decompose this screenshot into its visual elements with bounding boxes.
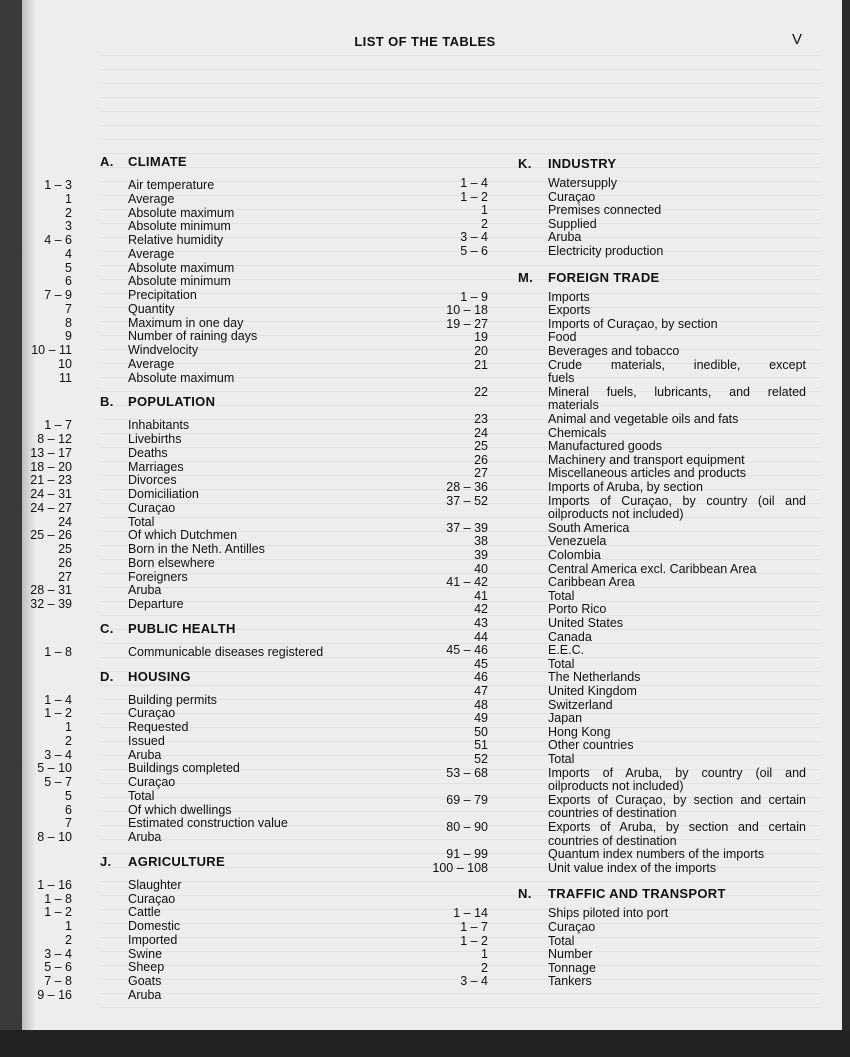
table-description: Curaçao: [128, 706, 176, 721]
table-description: Tonnage: [548, 960, 596, 975]
table-number: 45: [474, 656, 488, 671]
table-number: 47: [474, 684, 488, 698]
table-description: Sheep: [128, 960, 165, 975]
table-description: Issued: [128, 733, 165, 748]
section-name: PUBLIC HEALTH: [128, 620, 236, 636]
table-number: 1: [65, 919, 72, 933]
table-description: Maximum in one day: [128, 315, 244, 330]
table-number: 91 – 99: [446, 847, 488, 862]
table-description: Premises connected: [548, 203, 662, 218]
section-name: TRAFFIC AND TRANSPORT: [548, 886, 726, 902]
table-description: Unit value index of the imports: [548, 860, 717, 875]
table-description: Cattle: [128, 905, 161, 920]
table-number: 10 – 18: [446, 303, 488, 318]
table-description: Of which dwellings: [128, 802, 232, 817]
table-number: 51: [474, 738, 488, 753]
table-description: Aruba: [128, 987, 162, 1002]
table-description: Imports of Aruba, by section: [548, 480, 703, 494]
table-description: Central America excl. Caribbean Area: [548, 561, 757, 576]
table-description: Japan: [548, 711, 583, 726]
table-number: 24 – 27: [30, 500, 72, 515]
table-description: Aruba: [128, 747, 162, 762]
table-description: Building permits: [128, 692, 217, 707]
scan-bottom-margin: [0, 1030, 850, 1057]
table-number: 39: [474, 548, 488, 562]
table-description: Absolute maximum: [128, 205, 235, 220]
table-description: Number of raining days: [128, 329, 258, 344]
table-number: 41 – 42: [446, 575, 488, 590]
table-description: countries of destination: [548, 806, 677, 821]
table-number: 41: [474, 588, 488, 603]
table-number: 1 – 7: [460, 920, 488, 934]
table-description: Other countries: [548, 738, 634, 753]
table-number: 100 – 108: [432, 860, 488, 875]
section-letter: A.: [100, 154, 114, 169]
table-description: Estimated construction value: [128, 816, 288, 831]
table-number: 24: [58, 514, 72, 529]
table-number: 21: [474, 357, 488, 372]
table-number: 1 – 2: [44, 706, 72, 721]
table-number: 1: [65, 191, 72, 206]
table-number: 53 – 68: [446, 765, 488, 780]
table-description: Absolute maximum: [128, 370, 235, 385]
table-description: Watersupply: [548, 176, 618, 190]
table-description: Average: [128, 191, 175, 206]
table-number: 1 – 8: [44, 644, 72, 659]
table-number: 2: [65, 932, 72, 947]
table-number: 1 – 4: [460, 176, 488, 190]
table-description: Deaths: [128, 445, 168, 460]
table-number: 69 – 79: [446, 792, 488, 807]
table-number: 2: [65, 733, 72, 748]
table-number: 5 – 7: [44, 775, 72, 789]
table-number: 3 – 4: [460, 974, 488, 989]
table-number: 49: [474, 711, 488, 726]
table-description: Goats: [128, 974, 162, 988]
table-number: 45 – 46: [446, 643, 488, 658]
table-description: fuels: [548, 371, 575, 386]
table-description: South America: [548, 520, 630, 535]
table-description: Domiciliation: [128, 487, 199, 501]
table-number: 1 – 9: [460, 289, 488, 304]
table-number: 5 – 6: [44, 960, 72, 975]
table-description: Quantum index numbers of the imports: [548, 847, 765, 862]
table-description: Livebirths: [128, 432, 182, 446]
table-number: 19: [474, 330, 488, 345]
table-number: 19 – 27: [446, 316, 488, 331]
table-description: Total: [548, 752, 575, 766]
table-number: 8: [65, 315, 72, 330]
table-number: 32 – 39: [30, 597, 72, 611]
table-description: Hong Kong: [548, 724, 611, 739]
table-description: Exports of Aruba, by section and certain: [548, 820, 806, 834]
table-description: Imported: [128, 932, 178, 947]
table-description: Total: [548, 933, 575, 948]
table-description: Manufactured goods: [548, 439, 662, 454]
table-description: United States: [548, 616, 624, 630]
table-number: 37 – 52: [446, 493, 488, 508]
table-number: 1 – 8: [44, 891, 72, 906]
table-number: 25: [58, 542, 72, 556]
table-description: Aruba: [128, 583, 162, 598]
table-description: Colombia: [548, 548, 601, 562]
table-number: 3 – 4: [44, 747, 72, 762]
table-number: 8 – 12: [37, 432, 72, 446]
table-description: Quantity: [128, 301, 175, 316]
table-number: 40: [474, 561, 488, 576]
table-number: 5 – 6: [460, 244, 488, 258]
table-number: 28 – 36: [446, 480, 488, 494]
table-number: 52: [474, 752, 488, 766]
table-description: Swine: [128, 946, 163, 961]
table-number: 5 – 10: [37, 761, 72, 776]
table-number: 24 – 31: [30, 487, 72, 501]
section-name: FOREIGN TRADE: [548, 269, 660, 285]
table-description: United Kingdom: [548, 684, 637, 698]
table-description: Food: [548, 330, 577, 345]
table-description: countries of destination: [548, 833, 677, 848]
table-number: 28 – 31: [30, 583, 72, 598]
table-description: Total: [548, 656, 575, 671]
table-number: 44: [474, 629, 488, 644]
table-number: 25 – 26: [30, 528, 72, 543]
table-description: Tankers: [548, 974, 592, 989]
table-number: 8 – 10: [37, 830, 72, 844]
table-description: Born elsewhere: [128, 555, 215, 570]
table-description: Of which Dutchmen: [128, 528, 238, 543]
table-description: Venezuela: [548, 534, 607, 549]
table-description: Precipitation: [128, 288, 197, 302]
table-description: Communicable diseases registered: [128, 644, 324, 659]
table-number: 3: [65, 219, 72, 234]
table-number: 7 – 8: [44, 974, 72, 988]
table-description: Imports of Curaçao, by country (oil and: [548, 493, 806, 508]
table-number: 2: [65, 205, 72, 220]
table-description: Marriages: [128, 459, 184, 474]
table-description: Curaçao: [548, 189, 596, 204]
table-description: Aruba: [548, 230, 582, 245]
table-description: Average: [128, 246, 175, 261]
section-letter: D.: [100, 668, 114, 684]
table-number: 26: [58, 555, 72, 570]
table-number: 37 – 39: [446, 520, 488, 535]
table-number: 27: [58, 569, 72, 584]
table-description: Crude materials, inedible, except: [548, 357, 806, 372]
table-number: 1: [481, 947, 488, 962]
table-description: Aruba: [128, 830, 162, 844]
table-number: 9 – 16: [37, 987, 72, 1002]
table-description: Imports: [548, 289, 590, 304]
table-number: 1 – 2: [460, 933, 488, 948]
table-description: Absolute minimum: [128, 219, 231, 234]
table-description: E.E.C.: [548, 643, 585, 658]
table-description: Slaughter: [128, 877, 182, 892]
table-description: Imports of Curaçao, by section: [548, 316, 718, 331]
table-description: oilproducts not included): [548, 779, 684, 794]
section-letter: K.: [518, 156, 532, 171]
table-number: 7: [65, 301, 72, 316]
table-description: Absolute maximum: [128, 260, 235, 275]
table-number: 7: [65, 816, 72, 831]
table-description: materials: [548, 398, 599, 413]
table-number: 48: [474, 697, 488, 712]
table-number: 22: [474, 384, 488, 399]
table-number: 9: [65, 329, 72, 344]
table-number: 3 – 4: [460, 230, 488, 245]
section-name: POPULATION: [128, 394, 216, 410]
table-number: 10 – 11: [31, 343, 72, 357]
table-number: 6: [65, 802, 72, 817]
table-number: 3 – 4: [44, 946, 72, 961]
table-description: Requested: [128, 720, 189, 734]
section-letter: C.: [100, 620, 114, 636]
table-number: 23: [474, 412, 488, 426]
table-number: 1 – 2: [44, 905, 72, 920]
table-description: Buildings completed: [128, 761, 240, 776]
table-description: Beverages and tobacco: [548, 344, 680, 358]
table-description: Curaçao: [128, 500, 176, 515]
table-description: Departure: [128, 597, 184, 611]
table-number: 43: [474, 616, 488, 630]
table-number: 50: [474, 724, 488, 739]
section-name: AGRICULTURE: [128, 853, 225, 869]
table-description: Domestic: [128, 919, 181, 933]
table-description: Ships piloted into port: [548, 906, 669, 921]
table-number: 1 – 14: [453, 906, 488, 921]
table-description: Mineral fuels, lubricants, and related: [548, 384, 806, 399]
table-number: 5: [65, 260, 72, 275]
table-number: 42: [474, 602, 488, 617]
page-number: V: [792, 31, 803, 48]
table-description: Average: [128, 356, 175, 371]
table-description: Absolute minimum: [128, 274, 231, 289]
table-number: 5: [65, 788, 72, 803]
table-number: 18 – 20: [30, 459, 72, 474]
table-number: 24: [474, 425, 488, 440]
table-number: 4 – 6: [44, 233, 72, 247]
table-description: Total: [548, 588, 575, 603]
table-description: Curaçao: [128, 891, 176, 906]
table-description: Machinery and transport equipment: [548, 452, 745, 467]
table-description: Windvelocity: [128, 343, 199, 357]
table-description: Number: [548, 947, 593, 962]
table-number: 27: [474, 466, 488, 481]
section-name: CLIMATE: [128, 154, 187, 169]
table-description: Caribbean Area: [548, 575, 635, 590]
table-number: 1: [481, 203, 488, 218]
table-description: Canada: [548, 629, 592, 644]
table-description: Born in the Neth. Antilles: [128, 542, 265, 556]
page-title: LIST OF THE TABLES: [354, 34, 496, 49]
table-number: 1: [65, 720, 72, 734]
table-number: 6: [65, 274, 72, 289]
table-number: 25: [474, 439, 488, 454]
table-description: oilproducts not included): [548, 507, 684, 522]
table-description: Chemicals: [548, 425, 607, 440]
table-description: Total: [128, 514, 155, 529]
table-description: Imports of Aruba, by country (oil and: [548, 765, 806, 780]
table-description: Curaçao: [548, 920, 596, 934]
table-number: 38: [474, 534, 488, 549]
section-letter: M.: [518, 269, 534, 285]
table-number: 4: [65, 246, 72, 261]
table-description: Air temperature: [128, 178, 215, 192]
section-name: INDUSTRY: [548, 156, 617, 171]
table-number: 1 – 2: [460, 189, 488, 204]
table-number: 7 – 9: [44, 288, 72, 302]
table-description: Inhabitants: [128, 418, 190, 433]
table-description: Relative humidity: [128, 233, 224, 247]
table-number: 20: [474, 344, 488, 358]
table-description: The Netherlands: [548, 670, 641, 685]
table-number: 2: [481, 216, 488, 231]
table-number: 10: [58, 356, 72, 371]
table-number: 1 – 4: [44, 692, 72, 707]
table-number: 46: [474, 670, 488, 685]
table-description: Supplied: [548, 216, 597, 231]
section-letter: B.: [100, 394, 114, 410]
table-description: Exports of Curaçao, by section and certain: [548, 792, 806, 807]
table-number: 2: [481, 960, 488, 975]
table-number: 21 – 23: [30, 473, 72, 488]
table-number: 1 – 3: [44, 178, 72, 192]
table-number: 11: [59, 370, 72, 385]
table-description: Exports: [548, 303, 591, 318]
table-description: Animal and vegetable oils and fats: [548, 412, 739, 426]
table-description: Curaçao: [128, 775, 176, 789]
table-description: Divorces: [128, 473, 177, 488]
table-number: 80 – 90: [446, 820, 488, 834]
section-letter: J.: [100, 853, 112, 869]
table-description: Total: [128, 788, 155, 803]
table-number: 1 – 7: [44, 418, 72, 433]
table-description: Foreigners: [128, 569, 188, 584]
table-description: Miscellaneous articles and products: [548, 466, 747, 481]
table-description: Switzerland: [548, 697, 613, 712]
section-name: HOUSING: [128, 668, 191, 684]
table-number: 1 – 16: [37, 877, 72, 892]
table-description: Porto Rico: [548, 602, 607, 617]
section-letter: N.: [518, 886, 532, 902]
table-number: 13 – 17: [30, 445, 72, 460]
table-number: 26: [474, 452, 488, 467]
table-description: Electricity production: [548, 244, 664, 258]
